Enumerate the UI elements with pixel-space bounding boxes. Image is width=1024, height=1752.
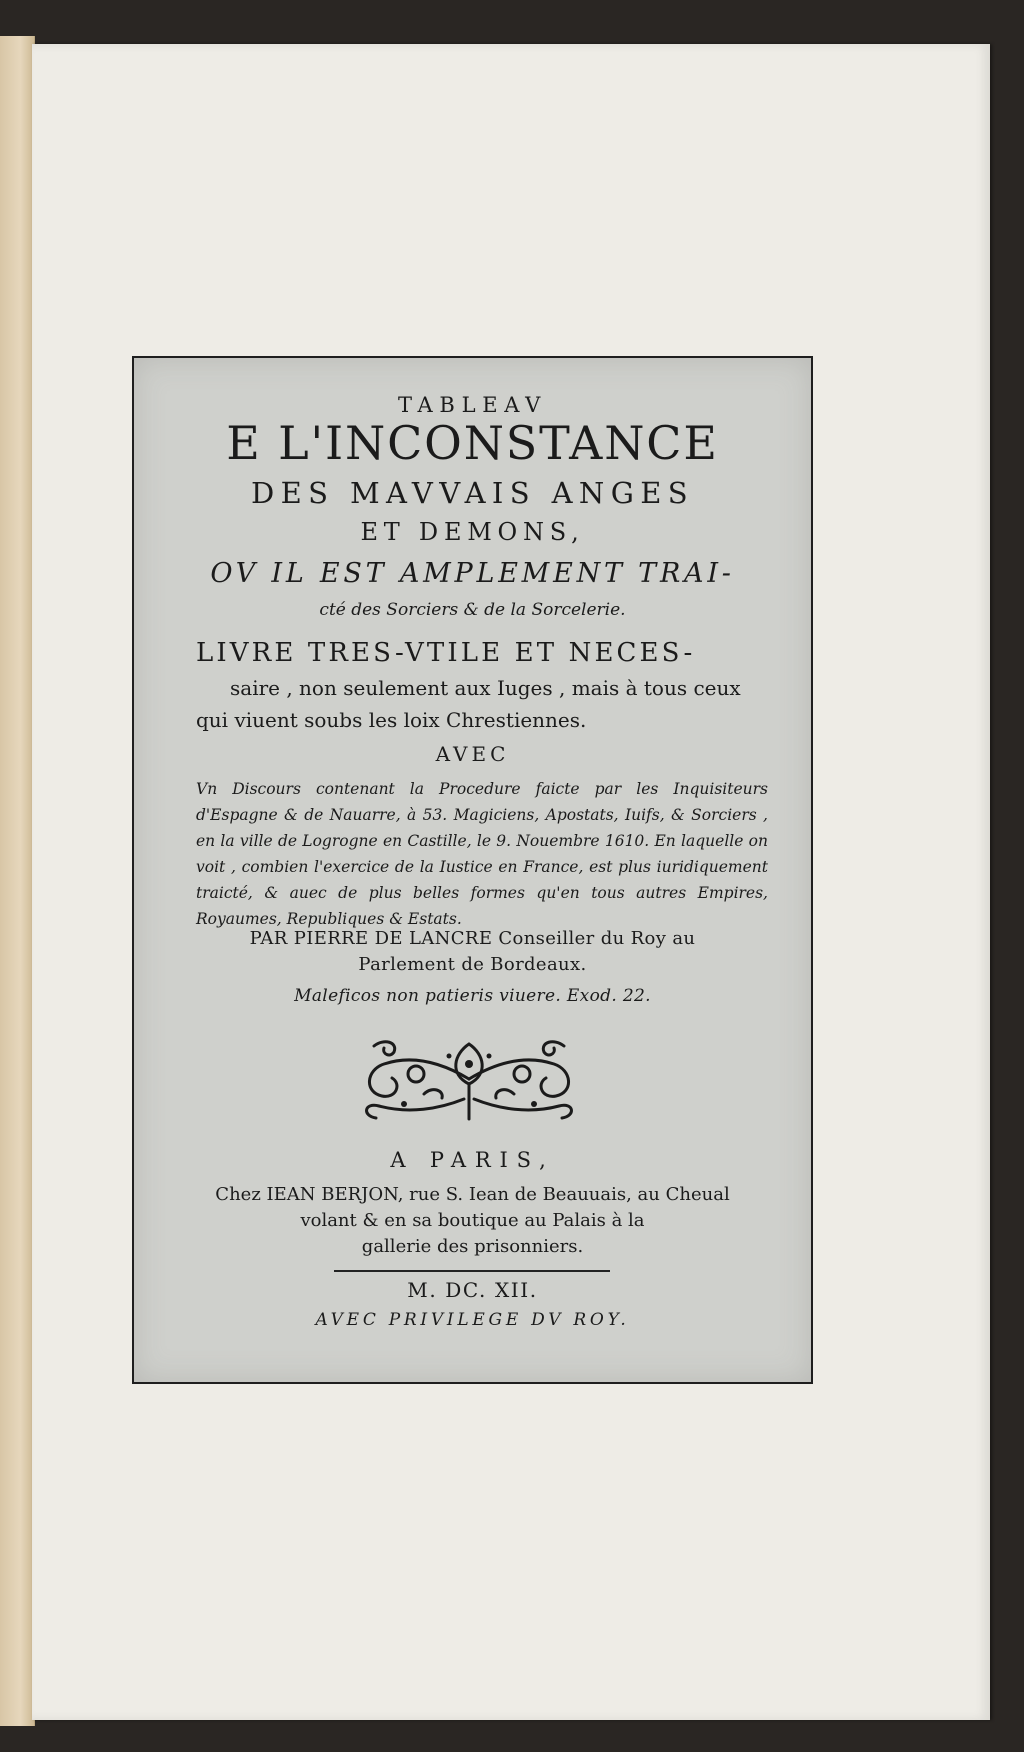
title-mauvais-anges: DES MAVVAIS ANGES	[250, 476, 695, 510]
parlement-line: Parlement de Bordeaux.	[358, 954, 587, 975]
book-page	[32, 44, 990, 1720]
epigraph-line: Maleficos non patieris viuere. Exod. 22.	[294, 986, 651, 1006]
imprint-address-line: volant & en sa boutique au Palais à la	[300, 1210, 645, 1231]
imprint-printer-line: Chez IEAN BERJON, rue S. Iean de Beauuais, au Cheual	[215, 1184, 730, 1205]
title-page-plate	[132, 356, 813, 1384]
privilege-line: AVEC PRIVILEGE DV ROY.	[315, 1310, 630, 1330]
title-et-demons: ET DEMONS,	[360, 518, 585, 546]
subtitle-ou-il-est: OV IL EST AMPLEMENT TRAI-	[210, 558, 735, 589]
avec-heading: AVEC	[435, 742, 510, 766]
book-spine-edge	[0, 36, 35, 1726]
title-inconstance: E L'INCONSTANCE	[226, 416, 719, 470]
saire-line: saire , non seulement aux Iuges , mais à tous ceux	[230, 676, 741, 700]
imprint-gallerie-line: gallerie des prisonniers.	[361, 1236, 584, 1257]
livre-line: LIVRE TRES-VTILE ET NECES-	[196, 638, 696, 668]
subtitle-traicte: cté des Sorciers & de la Sorcelerie.	[319, 600, 626, 620]
imprint-rule	[334, 1270, 610, 1272]
imprint-date: M. DC. XII.	[407, 1278, 538, 1302]
imprint-city: A PARIS,	[390, 1148, 555, 1172]
title-tableau: TABLEAV	[397, 393, 548, 417]
printer-ornament-icon	[354, 1034, 584, 1124]
qui-viuent-line: qui viuent soubs les loix Chrestiennes.	[196, 708, 587, 732]
author-line: PAR PIERRE DE LANCRE Conseiller du Roy au	[249, 928, 696, 949]
discours-paragraph: Vn Discours contenant la Procedure faicte par les Inquisiteurs d'Espagne & de Nauarre, à 53. Magiciens, Apostats, Iuifs, & Sorciers , en la ville de Logrogne en Castille, le 9. Nouembre 1610. En laquelle on voit , combien l'exercice de la Iustice en France, est plus iuridiquement traicté, & auec de plus belles formes qu'en tous autres Empires, Royaumes, Republiques & Estats.	[196, 780, 768, 928]
